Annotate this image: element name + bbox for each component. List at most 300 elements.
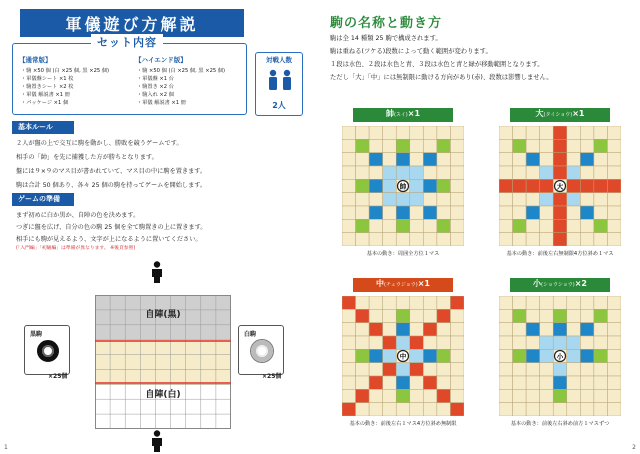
board-cell <box>567 219 581 232</box>
piece-card-4 <box>492 278 628 430</box>
board-cell <box>567 153 581 166</box>
board-cell <box>383 139 397 152</box>
move-cell <box>553 336 567 349</box>
move-cell <box>553 233 567 246</box>
board-cell <box>342 233 356 246</box>
move-cell <box>437 309 451 322</box>
board-cell <box>356 153 370 166</box>
movement-grid <box>499 126 621 246</box>
move-cell <box>383 193 397 206</box>
board-cell <box>540 206 554 219</box>
move-cell <box>396 323 410 336</box>
move-cell <box>356 389 370 402</box>
move-cell <box>423 376 437 389</box>
move-cell <box>369 153 383 166</box>
board-cell <box>580 166 594 179</box>
hiend-edition-heading: 【ハイエンド版】 <box>135 56 187 64</box>
white-zone-label: 自陣(白) <box>145 390 181 400</box>
move-cell <box>423 179 437 192</box>
board-cell <box>594 206 608 219</box>
board-cell <box>567 233 581 246</box>
standard-item: ・軍儀盤シート ×1 枚 <box>21 76 74 82</box>
move-cell <box>450 296 464 309</box>
board-cell <box>410 219 424 232</box>
move-cell <box>553 219 567 232</box>
movement-grid <box>342 126 464 246</box>
board-cell <box>499 349 513 362</box>
board-cell <box>526 166 540 179</box>
move-cell <box>526 206 540 219</box>
board-cell <box>594 323 608 336</box>
move-cell <box>580 206 594 219</box>
board-cell <box>540 233 554 246</box>
board-cell <box>540 153 554 166</box>
board-cell <box>499 139 513 152</box>
board-cell <box>607 309 621 322</box>
move-cell <box>567 193 581 206</box>
move-cell <box>553 376 567 389</box>
move-cell <box>410 363 424 376</box>
board-cell <box>580 233 594 246</box>
move-cell <box>594 179 608 192</box>
move-cell <box>423 323 437 336</box>
move-cell <box>567 349 581 362</box>
piece-caption: 基本の動き：周囲全方位１マス <box>366 251 440 257</box>
piece-caption: 基本の動き：前後左右斜め前方１マスずつ <box>510 421 610 427</box>
board-cell <box>499 193 513 206</box>
black-pieces-box <box>24 325 70 375</box>
move-cell <box>369 376 383 389</box>
move-cell <box>580 179 594 192</box>
move-cell <box>383 363 397 376</box>
board-cell <box>580 309 594 322</box>
board-cell <box>410 126 424 139</box>
board-cell <box>607 166 621 179</box>
player-count-box <box>255 52 303 116</box>
standard-item: ・軍儀 解説書 ×1 冊 <box>21 92 70 98</box>
board-cell <box>383 403 397 416</box>
board-cell <box>410 323 424 336</box>
board-cell <box>423 193 437 206</box>
piece-name: 中 <box>376 279 385 288</box>
board-cell <box>594 233 608 246</box>
person-icon <box>150 261 164 283</box>
board-cell <box>342 309 356 322</box>
board-cell <box>567 376 581 389</box>
piece-caption: 基本の動き：前後左右無制限4方位斜め１マス <box>506 251 614 257</box>
move-cell <box>423 206 437 219</box>
board-cell <box>450 309 464 322</box>
board-cell <box>356 166 370 179</box>
piece-count: ×1 <box>407 109 421 118</box>
board-cell <box>437 166 451 179</box>
board-cell <box>342 389 356 402</box>
move-cell <box>423 153 437 166</box>
prep-line: まず初めに白か黒か、自陣の色を決めます。 <box>16 212 140 219</box>
board-cell <box>342 376 356 389</box>
move-cell <box>383 349 397 362</box>
piece-name: 小 <box>533 279 541 288</box>
board-cell <box>499 363 513 376</box>
move-cell <box>410 179 424 192</box>
move-cell <box>513 349 527 362</box>
right-page <box>320 0 640 454</box>
board-cell <box>607 336 621 349</box>
board-cell <box>513 403 527 416</box>
board-cell <box>423 166 437 179</box>
move-cell <box>396 309 410 322</box>
board-cell <box>396 296 410 309</box>
board-cell <box>607 139 621 152</box>
board-cell <box>540 363 554 376</box>
hiend-item: ・駒入れ ×2 個 <box>137 92 174 98</box>
board-cell <box>437 153 451 166</box>
board-cell <box>369 336 383 349</box>
board-cell <box>342 126 356 139</box>
move-cell <box>437 139 451 152</box>
board-cell <box>513 296 527 309</box>
move-cell <box>513 139 527 152</box>
board-cell <box>423 126 437 139</box>
board-cell <box>356 233 370 246</box>
board-cell <box>423 403 437 416</box>
board-cell <box>437 336 451 349</box>
board-cell <box>580 139 594 152</box>
piece-card-3 <box>335 278 471 430</box>
board-cell <box>513 166 527 179</box>
board-cell <box>594 166 608 179</box>
board-cell <box>410 376 424 389</box>
hiend-item: ・駒置き ×2 台 <box>137 84 174 90</box>
set-contents-title: セット内容 <box>91 34 163 50</box>
piece-reading: (スイ) <box>393 112 408 118</box>
board-cell <box>410 296 424 309</box>
board-cell <box>369 219 383 232</box>
board-cell <box>607 376 621 389</box>
move-cell <box>526 349 540 362</box>
board-cell <box>499 296 513 309</box>
board-cell <box>356 126 370 139</box>
intro-line: 駒は全 14 種類 25 駒で構成されます。 <box>330 35 442 42</box>
board-cell <box>342 363 356 376</box>
move-cell <box>369 349 383 362</box>
board-cell <box>383 389 397 402</box>
move-cell <box>383 166 397 179</box>
board-cell <box>342 153 356 166</box>
movement-grid <box>342 296 464 416</box>
board-cell <box>450 363 464 376</box>
board-cell <box>369 389 383 402</box>
piece-marker-char: 帥 <box>399 182 407 191</box>
board-cell <box>607 296 621 309</box>
board-cell <box>594 193 608 206</box>
board-cell <box>607 233 621 246</box>
move-cell <box>396 376 410 389</box>
board-cell <box>450 376 464 389</box>
board-cell <box>540 389 554 402</box>
person-icon <box>150 430 164 452</box>
move-cell <box>553 153 567 166</box>
board-cell <box>594 336 608 349</box>
standard-item: ・駒 ×50 個 (白 ×25 個, 黒 ×25 個) <box>21 68 110 74</box>
board-cell <box>580 336 594 349</box>
board-cell <box>450 349 464 362</box>
move-cell <box>553 389 567 402</box>
board-cell <box>423 309 437 322</box>
piece-marker-char: 大 <box>556 182 564 191</box>
hiend-item: ・軍儀 解説書 ×1 冊 <box>137 100 186 106</box>
board-cell <box>513 376 527 389</box>
board-cell <box>410 139 424 152</box>
board-cell <box>540 296 554 309</box>
move-cell <box>553 206 567 219</box>
board-cell <box>526 363 540 376</box>
board-cell <box>594 376 608 389</box>
board-cell <box>567 126 581 139</box>
board-cell <box>356 403 370 416</box>
intro-line: ただし「大」「中」には無制限に動ける方向があり(赤)、段数は影響しません。 <box>330 74 553 81</box>
move-cell <box>396 389 410 402</box>
move-cell <box>356 349 370 362</box>
board-cell <box>396 233 410 246</box>
hiend-item: ・駒 ×50 個 (白 ×25 個, 黒 ×25 個) <box>137 68 226 74</box>
move-cell <box>567 336 581 349</box>
board-cell <box>450 219 464 232</box>
move-cell <box>499 179 513 192</box>
prep-line: 相手にも駒が見えるよう、文字が上になるように置いてください。 <box>16 236 202 243</box>
move-cell <box>450 403 464 416</box>
board-cell <box>450 336 464 349</box>
move-cell <box>423 349 437 362</box>
board-cell <box>437 233 451 246</box>
move-cell <box>526 153 540 166</box>
board-cell <box>594 153 608 166</box>
board-cell <box>383 376 397 389</box>
piece-count: ×2 <box>574 279 587 288</box>
move-cell <box>396 363 410 376</box>
move-cell <box>342 403 356 416</box>
move-cell <box>383 179 397 192</box>
board-cell <box>567 139 581 152</box>
rule-line: 駒は合計 50 個あり、各々 25 個の駒を持ってゲームを開始します。 <box>16 182 207 189</box>
board-cell <box>580 126 594 139</box>
pieces-title: 駒の名称と動き方 <box>330 16 443 31</box>
board-cell <box>450 323 464 336</box>
board-cell <box>356 323 370 336</box>
board-cell <box>423 336 437 349</box>
move-cell <box>540 349 554 362</box>
standard-item: ・駒置きシート ×2 枚 <box>21 84 74 90</box>
move-cell <box>594 309 608 322</box>
board-cell <box>607 349 621 362</box>
board-cell <box>567 296 581 309</box>
board-cell <box>342 193 356 206</box>
board-cell <box>526 193 540 206</box>
board-cell <box>423 139 437 152</box>
move-cell <box>540 336 554 349</box>
intro-line: １段は水色、２段は水色と青、３段は水色と青と緑が移動範囲となります。 <box>330 61 544 68</box>
move-cell <box>396 193 410 206</box>
board-cell <box>499 389 513 402</box>
board-cell <box>540 376 554 389</box>
board-cell <box>383 206 397 219</box>
piece-name: 帥 <box>385 109 394 118</box>
board-cell <box>553 296 567 309</box>
board-cell <box>423 389 437 402</box>
board-cell <box>369 403 383 416</box>
board-cell <box>607 126 621 139</box>
black-piece-icon <box>37 340 59 362</box>
board-cell <box>437 193 451 206</box>
rule-line: 盤には９×９のマス目が書かれていて、マス目の中に駒を置きます。 <box>16 168 207 175</box>
board-cell <box>356 336 370 349</box>
board-cell <box>567 323 581 336</box>
board-cell <box>567 389 581 402</box>
board-cell <box>383 219 397 232</box>
board-cell <box>540 139 554 152</box>
black-pieces-count: ×25個 <box>48 373 68 380</box>
move-cell <box>437 389 451 402</box>
move-cell <box>553 363 567 376</box>
move-cell <box>553 193 567 206</box>
board-cell <box>607 219 621 232</box>
board-cell <box>513 323 527 336</box>
board-cell <box>607 363 621 376</box>
board-cell <box>513 389 527 402</box>
move-cell <box>410 336 424 349</box>
set-contents-box <box>12 36 247 115</box>
move-cell <box>437 179 451 192</box>
piece-count: ×1 <box>417 279 430 288</box>
piece-card-2 <box>492 108 628 260</box>
board-cell <box>540 219 554 232</box>
board-cell <box>499 376 513 389</box>
board-cell <box>342 349 356 362</box>
board-cell <box>369 139 383 152</box>
board-cell <box>437 296 451 309</box>
board-cell <box>450 139 464 152</box>
board-cell <box>450 166 464 179</box>
move-cell <box>356 309 370 322</box>
board-cell <box>437 206 451 219</box>
move-cell <box>396 166 410 179</box>
board-cell <box>526 403 540 416</box>
move-cell <box>396 336 410 349</box>
board-cell <box>383 126 397 139</box>
move-cell <box>540 193 554 206</box>
board-cell <box>410 206 424 219</box>
board-cell <box>410 309 424 322</box>
white-piece-icon <box>251 340 273 362</box>
board-cell <box>526 296 540 309</box>
piece-card-title <box>510 108 610 122</box>
move-cell <box>513 179 527 192</box>
piece-card-title <box>353 278 453 292</box>
move-cell <box>369 179 383 192</box>
board-cell <box>437 323 451 336</box>
hiend-item: ・軍儀盤 ×1 台 <box>137 76 174 82</box>
white-pieces-label: 白駒 <box>244 331 257 338</box>
page-title: 軍儀遊び方解説 <box>20 9 244 37</box>
board-cell <box>356 206 370 219</box>
move-cell <box>356 179 370 192</box>
board-cell <box>499 323 513 336</box>
board-cell <box>383 323 397 336</box>
move-cell <box>396 139 410 152</box>
piece-reading: (チュウジョウ) <box>384 282 418 288</box>
board-cell <box>567 309 581 322</box>
board-cell <box>499 153 513 166</box>
move-cell <box>369 206 383 219</box>
two-people-icon <box>265 69 295 91</box>
game-board <box>95 295 231 429</box>
board-cell <box>499 166 513 179</box>
board-cell <box>499 309 513 322</box>
move-cell <box>594 139 608 152</box>
board-cell <box>423 233 437 246</box>
board-cell <box>526 336 540 349</box>
board-cell <box>383 233 397 246</box>
board-cell <box>383 153 397 166</box>
board-cell <box>450 153 464 166</box>
move-cell <box>437 349 451 362</box>
board-cell <box>437 363 451 376</box>
move-cell <box>553 323 567 336</box>
board-cell <box>356 376 370 389</box>
black-zone-label: 自陣(黒) <box>145 310 181 320</box>
board-cell <box>540 323 554 336</box>
movement-grid <box>499 296 621 416</box>
piece-reading: (タイショウ) <box>543 112 573 118</box>
board-cell <box>580 363 594 376</box>
board-cell <box>513 126 527 139</box>
board-cell <box>594 126 608 139</box>
move-cell <box>567 179 581 192</box>
board-cell <box>437 126 451 139</box>
board-cell <box>499 219 513 232</box>
board-cell <box>580 219 594 232</box>
board-cell <box>607 193 621 206</box>
white-pieces-count: ×25個 <box>262 373 282 380</box>
piece-name: 大 <box>535 109 544 118</box>
board-cell <box>580 376 594 389</box>
board-cell <box>437 403 451 416</box>
piece-marker-char: 中 <box>399 352 407 361</box>
board-cell <box>499 403 513 416</box>
board-cell <box>540 403 554 416</box>
white-pieces-box <box>238 325 284 375</box>
board-cell <box>383 309 397 322</box>
board-cell <box>342 219 356 232</box>
board-cell <box>580 389 594 402</box>
board-cell <box>410 153 424 166</box>
board-cell <box>410 389 424 402</box>
board-cell <box>567 363 581 376</box>
move-cell <box>396 206 410 219</box>
board-cell <box>369 193 383 206</box>
piece-card-title <box>353 108 453 122</box>
board-cell <box>580 193 594 206</box>
player-count-label: 対戦人数 <box>266 56 292 64</box>
board-cell <box>342 206 356 219</box>
board-cell <box>342 166 356 179</box>
page-number: 1 <box>4 444 8 451</box>
basic-rules-heading: 基本ルール <box>12 121 74 134</box>
board-cell <box>513 193 527 206</box>
board-cell <box>607 323 621 336</box>
board-cell <box>567 206 581 219</box>
board-cell <box>607 403 621 416</box>
